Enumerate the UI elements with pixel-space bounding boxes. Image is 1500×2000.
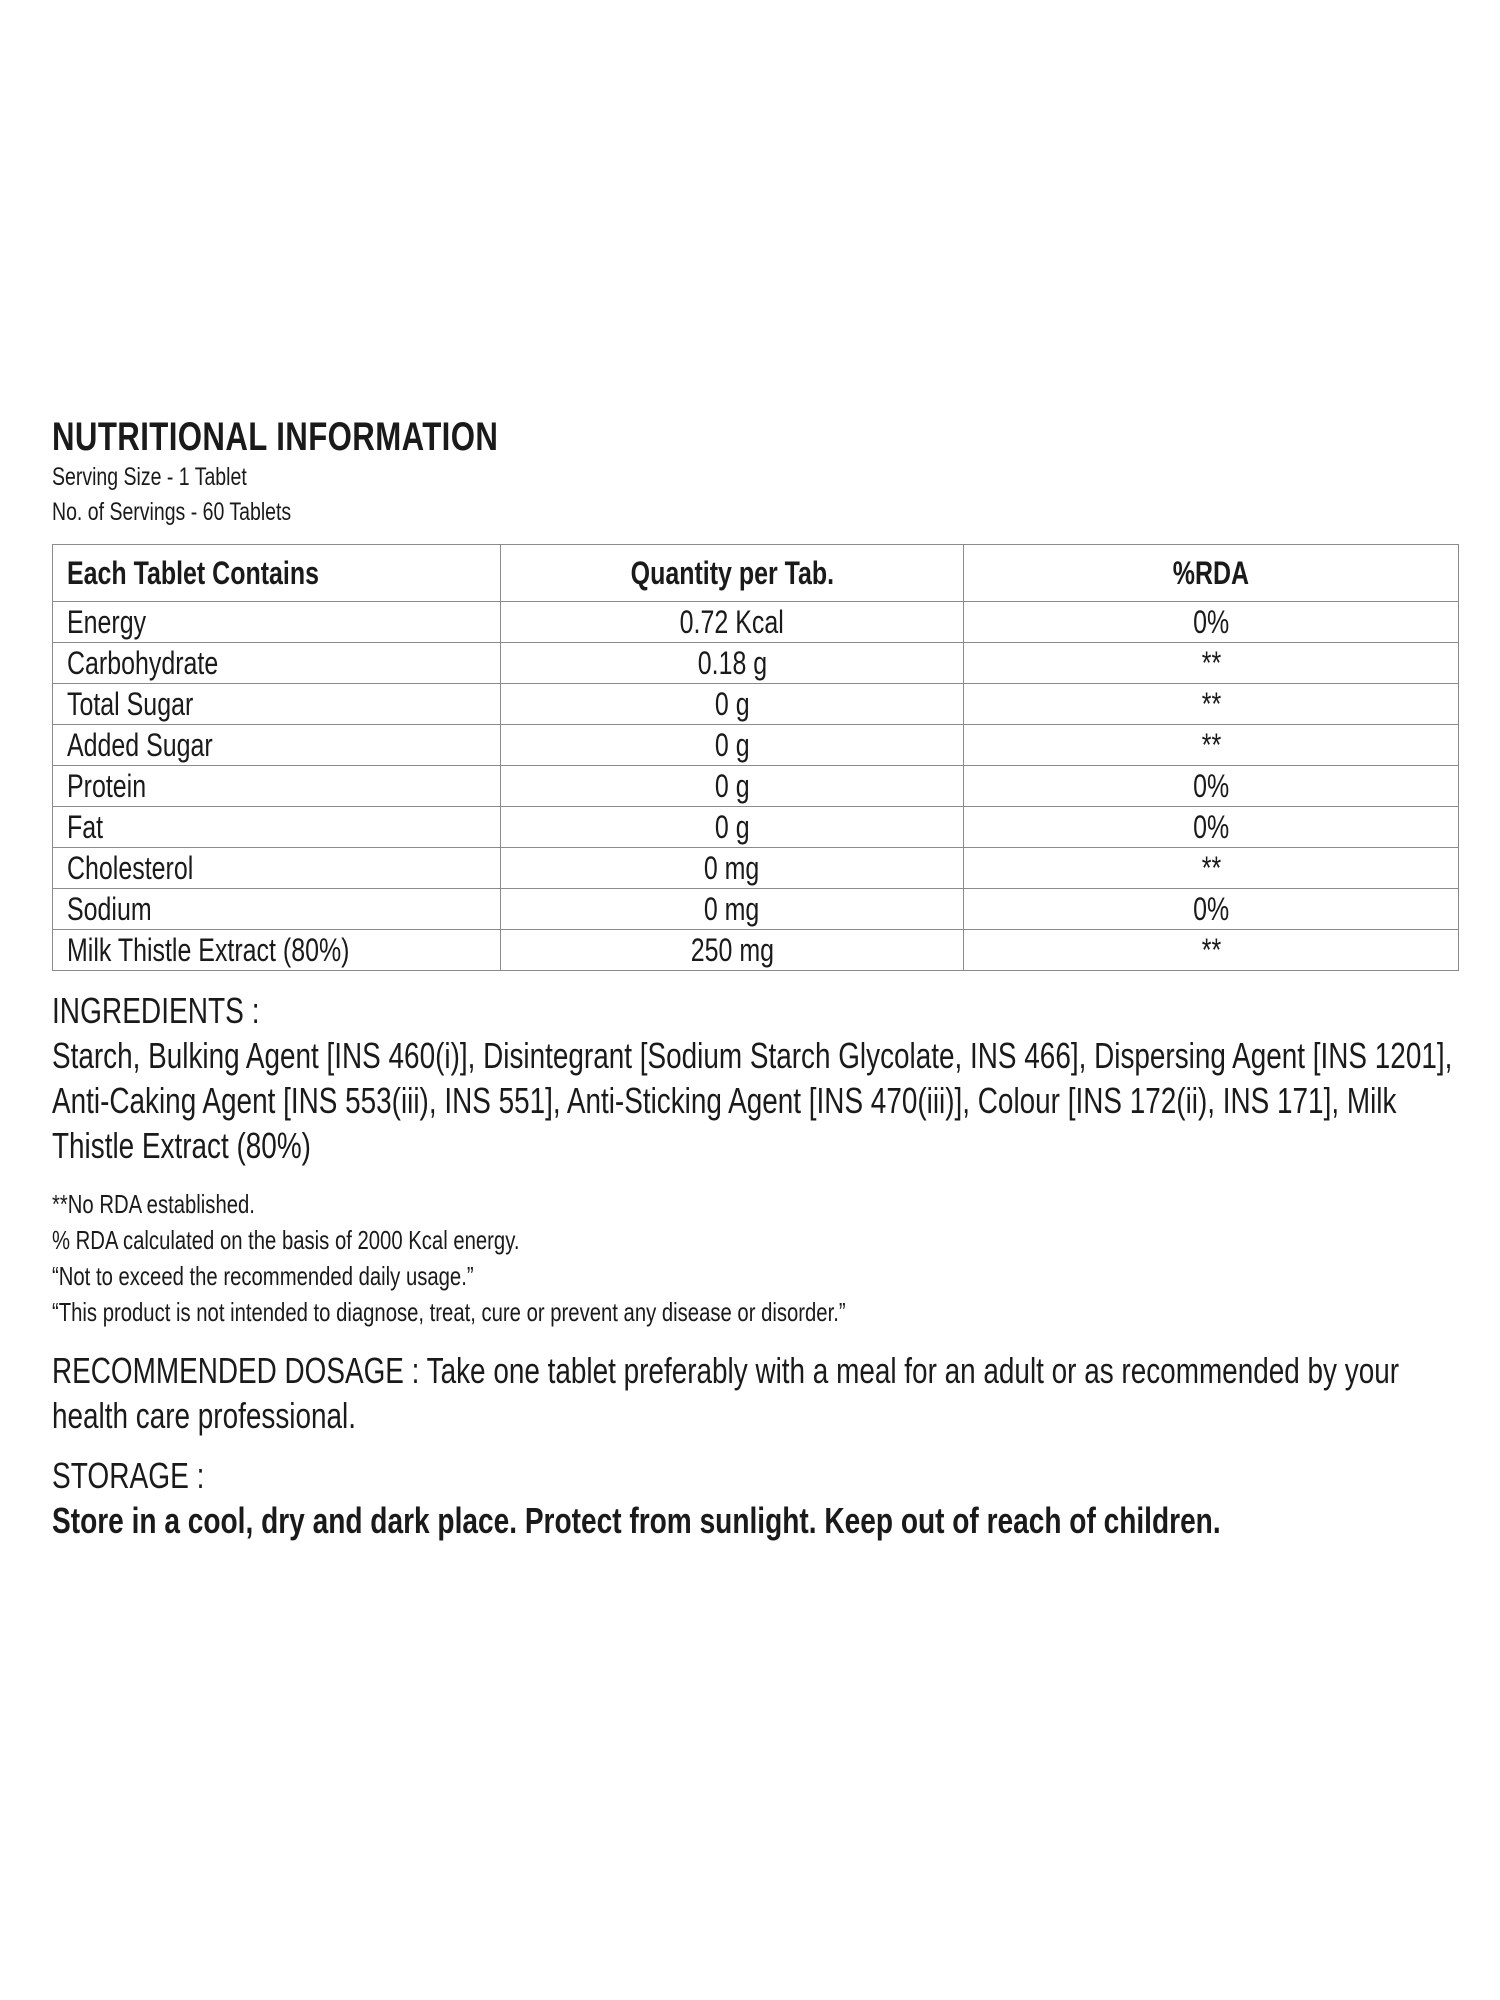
footnotes bbox=[52, 1186, 1460, 1330]
nutrition-title: NUTRITIONAL INFORMATION bbox=[52, 415, 499, 459]
nutrient-name: Milk Thistle Extract (80%) bbox=[53, 930, 501, 971]
nutrient-name: Carbohydrate bbox=[53, 643, 501, 684]
nutrient-rda: ** bbox=[964, 930, 1459, 971]
table-row bbox=[53, 725, 1459, 766]
nutrition-table bbox=[52, 544, 1459, 971]
nutrient-name: Added Sugar bbox=[53, 725, 501, 766]
nutrient-quantity: 0 g bbox=[501, 766, 964, 807]
ingredients-heading: INGREDIENTS : bbox=[52, 990, 260, 1031]
nutrient-rda: 0% bbox=[964, 889, 1459, 930]
nutrient-rda: ** bbox=[964, 848, 1459, 889]
nutrient-quantity: 0.72 Kcal bbox=[501, 602, 964, 643]
nutrient-name: Protein bbox=[53, 766, 501, 807]
dosage-heading: RECOMMENDED DOSAGE : bbox=[52, 1350, 420, 1391]
column-header-contents: Each Tablet Contains bbox=[53, 545, 501, 602]
nutrient-name: Energy bbox=[53, 602, 501, 643]
ingredients-text: Starch, Bulking Agent [INS 460(i)], Disintegrant [Sodium Starch Glycolate, INS 466], Dispersing Agent [INS 1201], Anti-Caking Agent [INS 553(iii), INS 551], Anti-Sticking Agent [INS 470(iii)], Colour [INS 172(ii), INS 171], Milk Thistle Extract (80%) bbox=[52, 1035, 1453, 1166]
nutrient-rda: 0% bbox=[964, 766, 1459, 807]
recommended-dosage bbox=[52, 1348, 1460, 1438]
table-header-row bbox=[53, 545, 1459, 602]
nutrient-name: Fat bbox=[53, 807, 501, 848]
table-row bbox=[53, 807, 1459, 848]
footnote-item: % RDA calculated on the basis of 2000 Kcal energy. bbox=[52, 1225, 520, 1255]
table-row bbox=[53, 889, 1459, 930]
nutrition-label bbox=[52, 414, 1460, 1543]
table-row bbox=[53, 643, 1459, 684]
column-header-quantity: Quantity per Tab. bbox=[501, 545, 964, 602]
nutrient-quantity: 0 g bbox=[501, 807, 964, 848]
storage-heading: STORAGE : bbox=[52, 1455, 205, 1496]
table-row bbox=[53, 602, 1459, 643]
nutrient-name: Cholesterol bbox=[53, 848, 501, 889]
footnote-item: **No RDA established. bbox=[52, 1189, 255, 1219]
nutrient-name: Sodium bbox=[53, 889, 501, 930]
servings-count: No. of Servings - 60 Tablets bbox=[52, 498, 292, 526]
column-header-rda: %RDA bbox=[964, 545, 1459, 602]
nutrient-rda: ** bbox=[964, 684, 1459, 725]
footnote-item: “Not to exceed the recommended daily usage.” bbox=[52, 1261, 474, 1291]
nutrient-quantity: 0 g bbox=[501, 725, 964, 766]
nutrient-quantity: 250 mg bbox=[501, 930, 964, 971]
serving-size: Serving Size - 1 Tablet bbox=[52, 463, 247, 491]
table-row bbox=[53, 848, 1459, 889]
nutrient-quantity: 0 g bbox=[501, 684, 964, 725]
nutrient-rda: 0% bbox=[964, 807, 1459, 848]
storage-text: Store in a cool, dry and dark place. Protect from sunlight. Keep out of reach of children. bbox=[52, 1500, 1221, 1541]
nutrient-rda: 0% bbox=[964, 602, 1459, 643]
nutrient-quantity: 0.18 g bbox=[501, 643, 964, 684]
table-row bbox=[53, 684, 1459, 725]
table-row bbox=[53, 766, 1459, 807]
nutrient-rda: ** bbox=[964, 643, 1459, 684]
nutrient-name: Total Sugar bbox=[53, 684, 501, 725]
nutrient-quantity: 0 mg bbox=[501, 848, 964, 889]
nutrient-quantity: 0 mg bbox=[501, 889, 964, 930]
table-row bbox=[53, 930, 1459, 971]
nutrient-rda: ** bbox=[964, 725, 1459, 766]
footnote-item: “This product is not intended to diagnose, treat, cure or prevent any disease or disorder.” bbox=[52, 1297, 846, 1327]
dosage-text: Take one tablet preferably with a meal for an adult or as recommended by your health care professional. bbox=[52, 1350, 1400, 1436]
